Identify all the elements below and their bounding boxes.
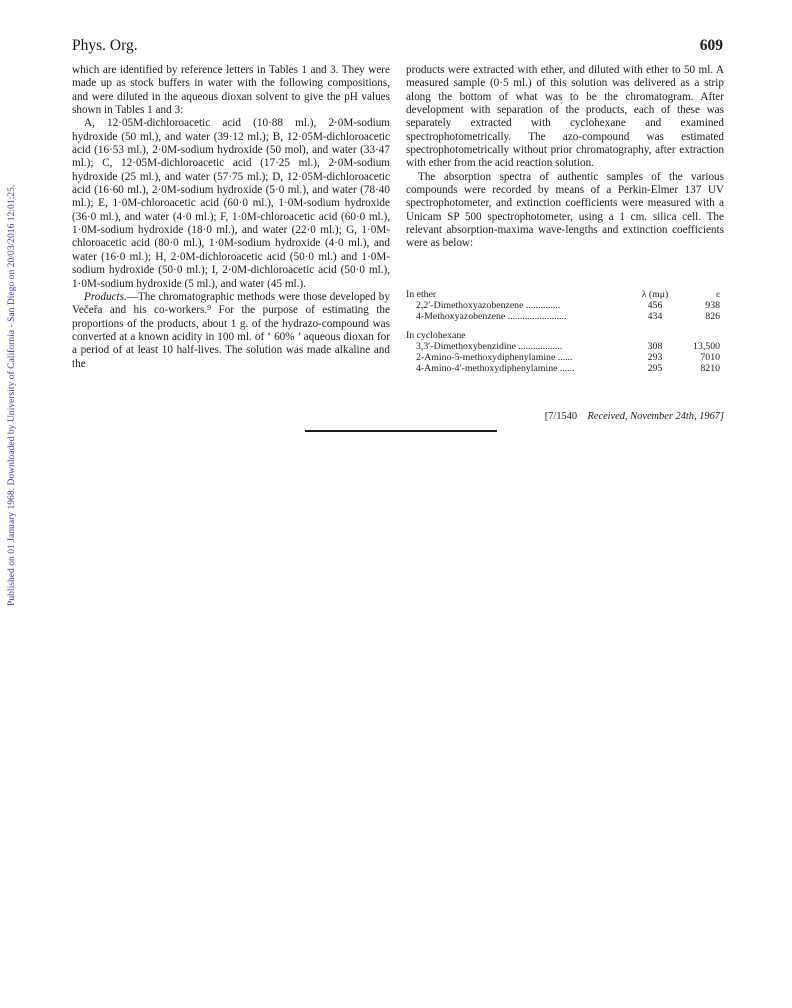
page-number: 609 xyxy=(699,37,723,54)
products-text: —The chromatographic methods were those developed by Večeřa and his co-workers.⁹ For the purpose of estimating the proportions of the products, about 1 g. of the hydrazo-compound was converted at a known acidity in 100 ml. of ‘ 60% ’ aqueous dioxan for a period of at least 10 half-lives. The solution was made alkaline and the xyxy=(72,290,390,370)
epsilon-value: 13,500 xyxy=(693,341,720,352)
table-header-row xyxy=(406,289,724,300)
lambda-value: 295 xyxy=(647,363,663,374)
section-divider xyxy=(305,430,497,432)
table-row xyxy=(406,300,724,311)
group-label-ether: In ether xyxy=(406,289,437,300)
epsilon-value: 938 xyxy=(705,300,720,311)
group-label-cyclohexane: In cyclohexane xyxy=(406,330,466,341)
paragraph-products xyxy=(72,291,390,371)
epsilon-value: 826 xyxy=(705,311,720,322)
table-row xyxy=(406,311,724,322)
epsilon-value: 7010 xyxy=(700,352,720,363)
paragraph-buffer-list: A, 12·05M-dichloroacetic acid (10·88 ml.), 2·0M-sodium hydroxide (50 ml.), and water (39·12 ml.); B, 12·05M-dichloroacetic acid (16·53 ml.), 2·0M-sodium hydroxide (50 mol), and water (33·47 ml.); C, 12·05M-dichloroacetic acid (17·25 ml.), 2·0M-sodium hydroxide (25 ml.), and water (57·75 ml.); D, 12·05M-dichloroacetic acid (16·60 ml.), 2·0M-sodium hydroxide (5·0 ml.), and water (78·40 ml.); E, 1·0M-chloroacetic acid (60·0 ml.), 1·0M-sodium hydroxide (36·0 ml.), and water (4·0 ml.); F, 1·0M-chloroacetic acid (60·0 ml.), 1·0M-sodium hydroxide (18·0 ml.), and water (22·0 ml.); G, 1·0M-chloroacetic acid (80·0 ml.), 1·0M-sodium hydroxide (4·0 ml.), and water (16·0 ml.); H, 2·0M-dichloroacetic acid (50·0 ml.) and 1·0M-sodium hydroxide (50·0 ml.); I, 2·0M-dichloroacetic acid (50·0 ml.), 1·0M-sodium hydroxide (5 ml.), and water (45 ml.). xyxy=(72,117,390,290)
lambda-value: 308 xyxy=(647,341,663,352)
products-heading: Products. xyxy=(84,290,127,303)
compound-name: 2-Amino-5-methoxydiphenylamine ...... xyxy=(416,352,573,363)
lambda-value: 456 xyxy=(647,300,663,311)
download-watermark: Published on 01 January 1968. Downloaded by University of California - San Diego on 20/03/2016 12:01:25. xyxy=(6,184,17,606)
right-column xyxy=(406,64,724,251)
compound-name: 2,2′-Dimethoxyazobenzene .............. xyxy=(416,300,561,311)
paragraph-buffers-intro: which are identified by reference letters in Tables 1 and 3. They were made up as stock buffers in water with the following compositions, and were diluted in the aqueous dioxan solvent to give the pH values shown in Tables 1 and 3: xyxy=(72,64,390,117)
journal-section-title: Phys. Org. xyxy=(72,37,138,54)
table-row xyxy=(406,341,724,352)
compound-name: 3,3′-Dimethoxybenzidine .................. xyxy=(416,341,563,352)
lambda-value: 434 xyxy=(647,311,663,322)
table-group-row xyxy=(406,328,724,341)
column-header-lambda: λ (mμ) xyxy=(641,289,669,300)
compound-name: 4-Amino-4′-methoxydiphenylamine ...... xyxy=(416,363,575,374)
reference-code: [7/1540 xyxy=(544,411,578,422)
paragraph-extraction: products were extracted with ether, and diluted with ether to 50 ml. A measured sample (0·5 ml.) of this solution was delivered as a strip along the bottom of what was to be the chromatogram. After development with separation of the products, each of these was separately extracted with cyclohexane and examined spectrophotometrically. The azo-compound was estimated spectrophotometrically without prior chromatography, after extraction with ether from the acid reaction solution. xyxy=(406,64,724,170)
lambda-value: 293 xyxy=(647,352,663,363)
left-column xyxy=(72,64,390,371)
column-header-epsilon: ε xyxy=(715,289,720,300)
received-note xyxy=(545,411,724,422)
absorption-table xyxy=(406,289,724,374)
table-row xyxy=(406,352,724,363)
epsilon-value: 8210 xyxy=(700,363,720,374)
received-date: November 24th, 1967] xyxy=(630,411,724,422)
compound-name: 4-Methoxyazobenzene ........................ xyxy=(416,311,567,322)
received-label: Received, xyxy=(587,411,628,422)
table-row xyxy=(406,363,724,374)
paragraph-absorption: The absorption spectra of authentic samples of the various compounds were recorded by means of a Perkin-Elmer 137 UV spectrophotometer, and extinction coefficients were measured with a Unicam SP 500 spectrophotometer, using a 1 cm. silica cell. The relevant absorption-maxima wave-lengths and extinction coefficients were as below: xyxy=(406,170,724,250)
